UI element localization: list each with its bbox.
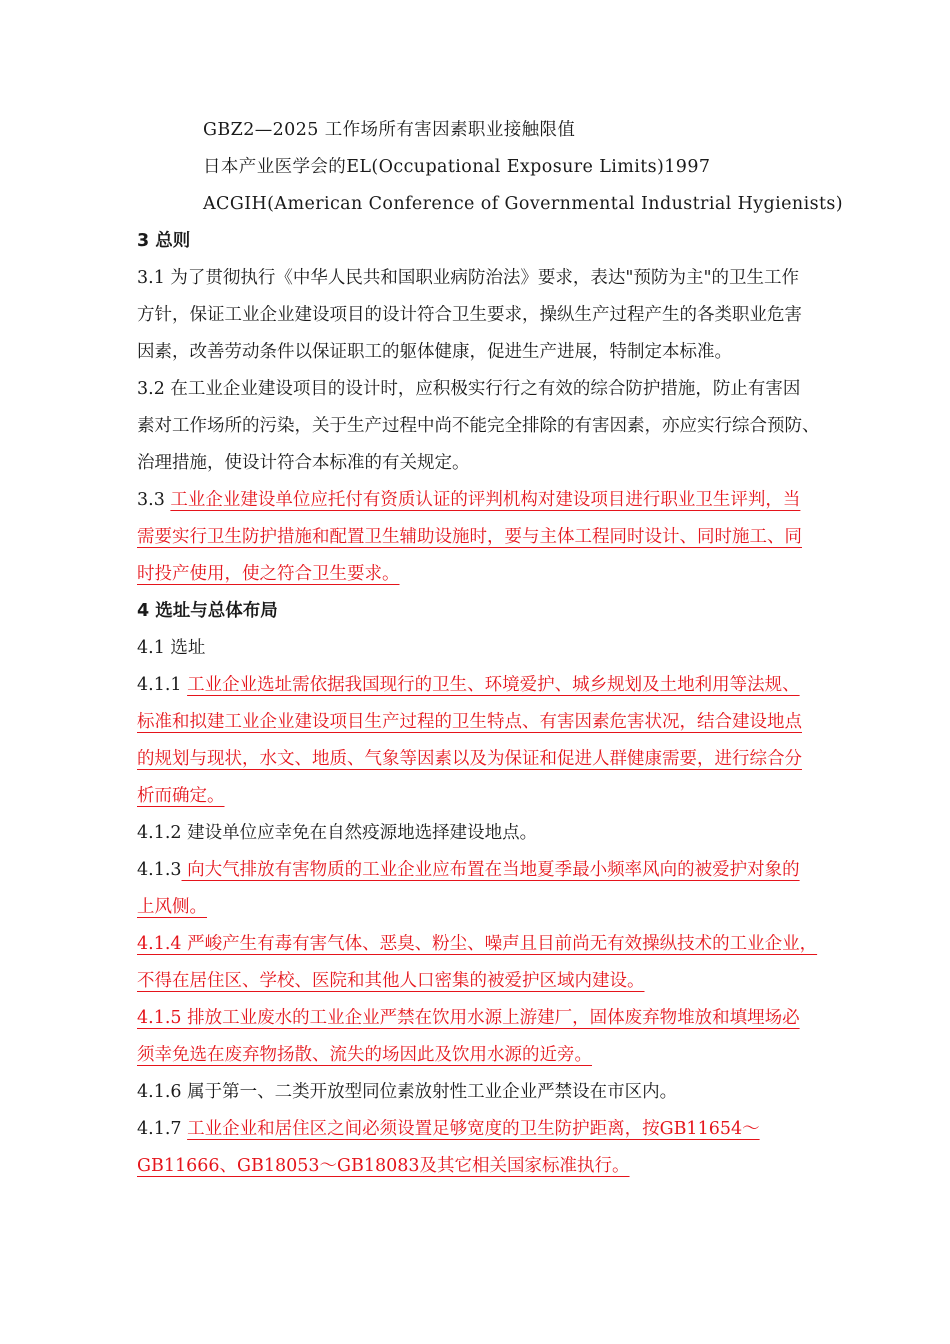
para-4-1-4-line-1: [137, 926, 867, 963]
para-4-1-1-line-3: [137, 741, 867, 778]
para-4-1-1-text-3: 的规划与现状，水文、地质、气象等因素以及为保证和促进人群健康需要，进行综合分: [137, 749, 802, 769]
para-4-1-6: 4.1.6 属于第一、二类开放型同位素放射性工业企业严禁设在市区内。: [137, 1082, 678, 1102]
para-3-3-line-1: [137, 482, 867, 519]
section-3-heading: 3 总则: [137, 231, 191, 251]
para-4-1-1-text-1: 工业企业选址需依据我国现行的卫生、环境爱护、城乡规划及土地利用等法规、: [187, 675, 800, 695]
para-3-3-line-2: [137, 519, 867, 556]
para-4-1-1-text-4: 析而确定。: [137, 786, 225, 806]
reference-jsoh: 日本产业医学会的EL(Occupational Exposure Limits)1997: [203, 157, 711, 177]
para-4-1-3-line-2: [137, 889, 867, 926]
para-4-1-5-line-1: [137, 1000, 867, 1037]
reference-gbz2: GBZ2—2025 工作场所有害因素职业接触限值: [203, 120, 576, 140]
para-3-3-text-2: 需要实行卫生防护措施和配置卫生辅助设施时，要与主体工程同时设计、同时施工、同: [137, 527, 802, 547]
para-4-1-3-text-1: 向大气排放有害物质的工业企业应布置在当地夏季最小频率风向的被爱护对象的: [181, 860, 800, 880]
para-4-1-3-number: 4.1.3: [137, 860, 182, 880]
para-4-1-7-text-1: 工业企业和居住区之间必须设置足够宽度的卫生防护距离，按GB11654～: [187, 1119, 760, 1139]
para-4-1-4-text-2: 不得在居住区、学校、医院和其他人口密集的被爱护区域内建设。: [137, 971, 645, 991]
para-3-2-line-3: 治理措施，使设计符合本标准的有关规定。: [137, 453, 470, 473]
para-4-1-7-line-2: [137, 1148, 867, 1185]
para-3-1-line-3: 因素，改善劳动条件以保证职工的躯体健康，促进生产进展，特制定本标准。: [137, 342, 732, 362]
subsection-4-1: 4.1 选址: [137, 638, 206, 658]
para-4-1-5-text-1: 4.1.5 排放工业废水的工业企业严禁在饮用水源上游建厂，固体废弃物堆放和填埋场必: [137, 1008, 800, 1028]
section-4-heading: 4 选址与总体布局: [137, 601, 278, 621]
para-3-3-line-3: [137, 556, 867, 593]
para-3-3-text-3: 时投产使用，使之符合卫生要求。: [137, 564, 400, 584]
reference-acgih: ACGIH(American Conference of Governmental Industrial Hygienists): [203, 194, 844, 214]
para-4-1-4-text-1: 4.1.4 严峻产生有毒有害气体、恶臭、粉尘、噪声且目前尚无有效操纵技术的工业企业，: [137, 934, 818, 954]
para-4-1-4-line-2: [137, 963, 867, 1000]
document-page: [137, 112, 867, 1185]
para-3-2-line-1: 3.2 在工业企业建设项目的设计时，应积极实行行之有效的综合防护措施，防止有害因: [137, 379, 801, 399]
para-3-1-line-2: 方针，保证工业企业建设项目的设计符合卫生要求，操纵生产过程产生的各类职业危害: [137, 305, 802, 325]
para-4-1-5-line-2: [137, 1037, 867, 1074]
para-4-1-7-text-2: GB11666、GB18053～GB18083及其它相关国家标准执行。: [137, 1156, 630, 1176]
para-4-1-5-text-2: 须幸免选在废弃物扬散、流失的场因此及饮用水源的近旁。: [137, 1045, 592, 1065]
para-4-1-3-line-1: [137, 852, 867, 889]
para-4-1-1-line-1: [137, 667, 867, 704]
para-3-3-text-1: 工业企业建设单位应托付有资质认证的评判机构对建设项目进行职业卫生评判，当: [170, 490, 801, 510]
para-4-1-1-text-2: 标准和拟建工业企业建设项目生产过程的卫生特点、有害因素危害状况，结合建设地点: [137, 712, 802, 732]
para-3-3-number: 3.3: [137, 490, 171, 510]
para-4-1-3-text-2: 上风侧。: [137, 897, 207, 917]
para-3-2-line-2: 素对工作场所的污染，关于生产过程中尚不能完全排除的有害因素，亦应实行综合预防、: [137, 416, 820, 436]
para-4-1-7-line-1: [137, 1111, 867, 1148]
para-4-1-1-number: 4.1.1: [137, 675, 188, 695]
para-4-1-2: 4.1.2 建设单位应幸免在自然疫源地选择建设地点。: [137, 823, 538, 843]
para-4-1-1-line-4: [137, 778, 867, 815]
para-4-1-7-number: 4.1.7: [137, 1119, 188, 1139]
para-4-1-1-line-2: [137, 704, 867, 741]
para-3-1-line-1: 3.1 为了贯彻执行《中华人民共和国职业病防治法》要求，表达"预防为主"的卫生工作: [137, 268, 799, 288]
